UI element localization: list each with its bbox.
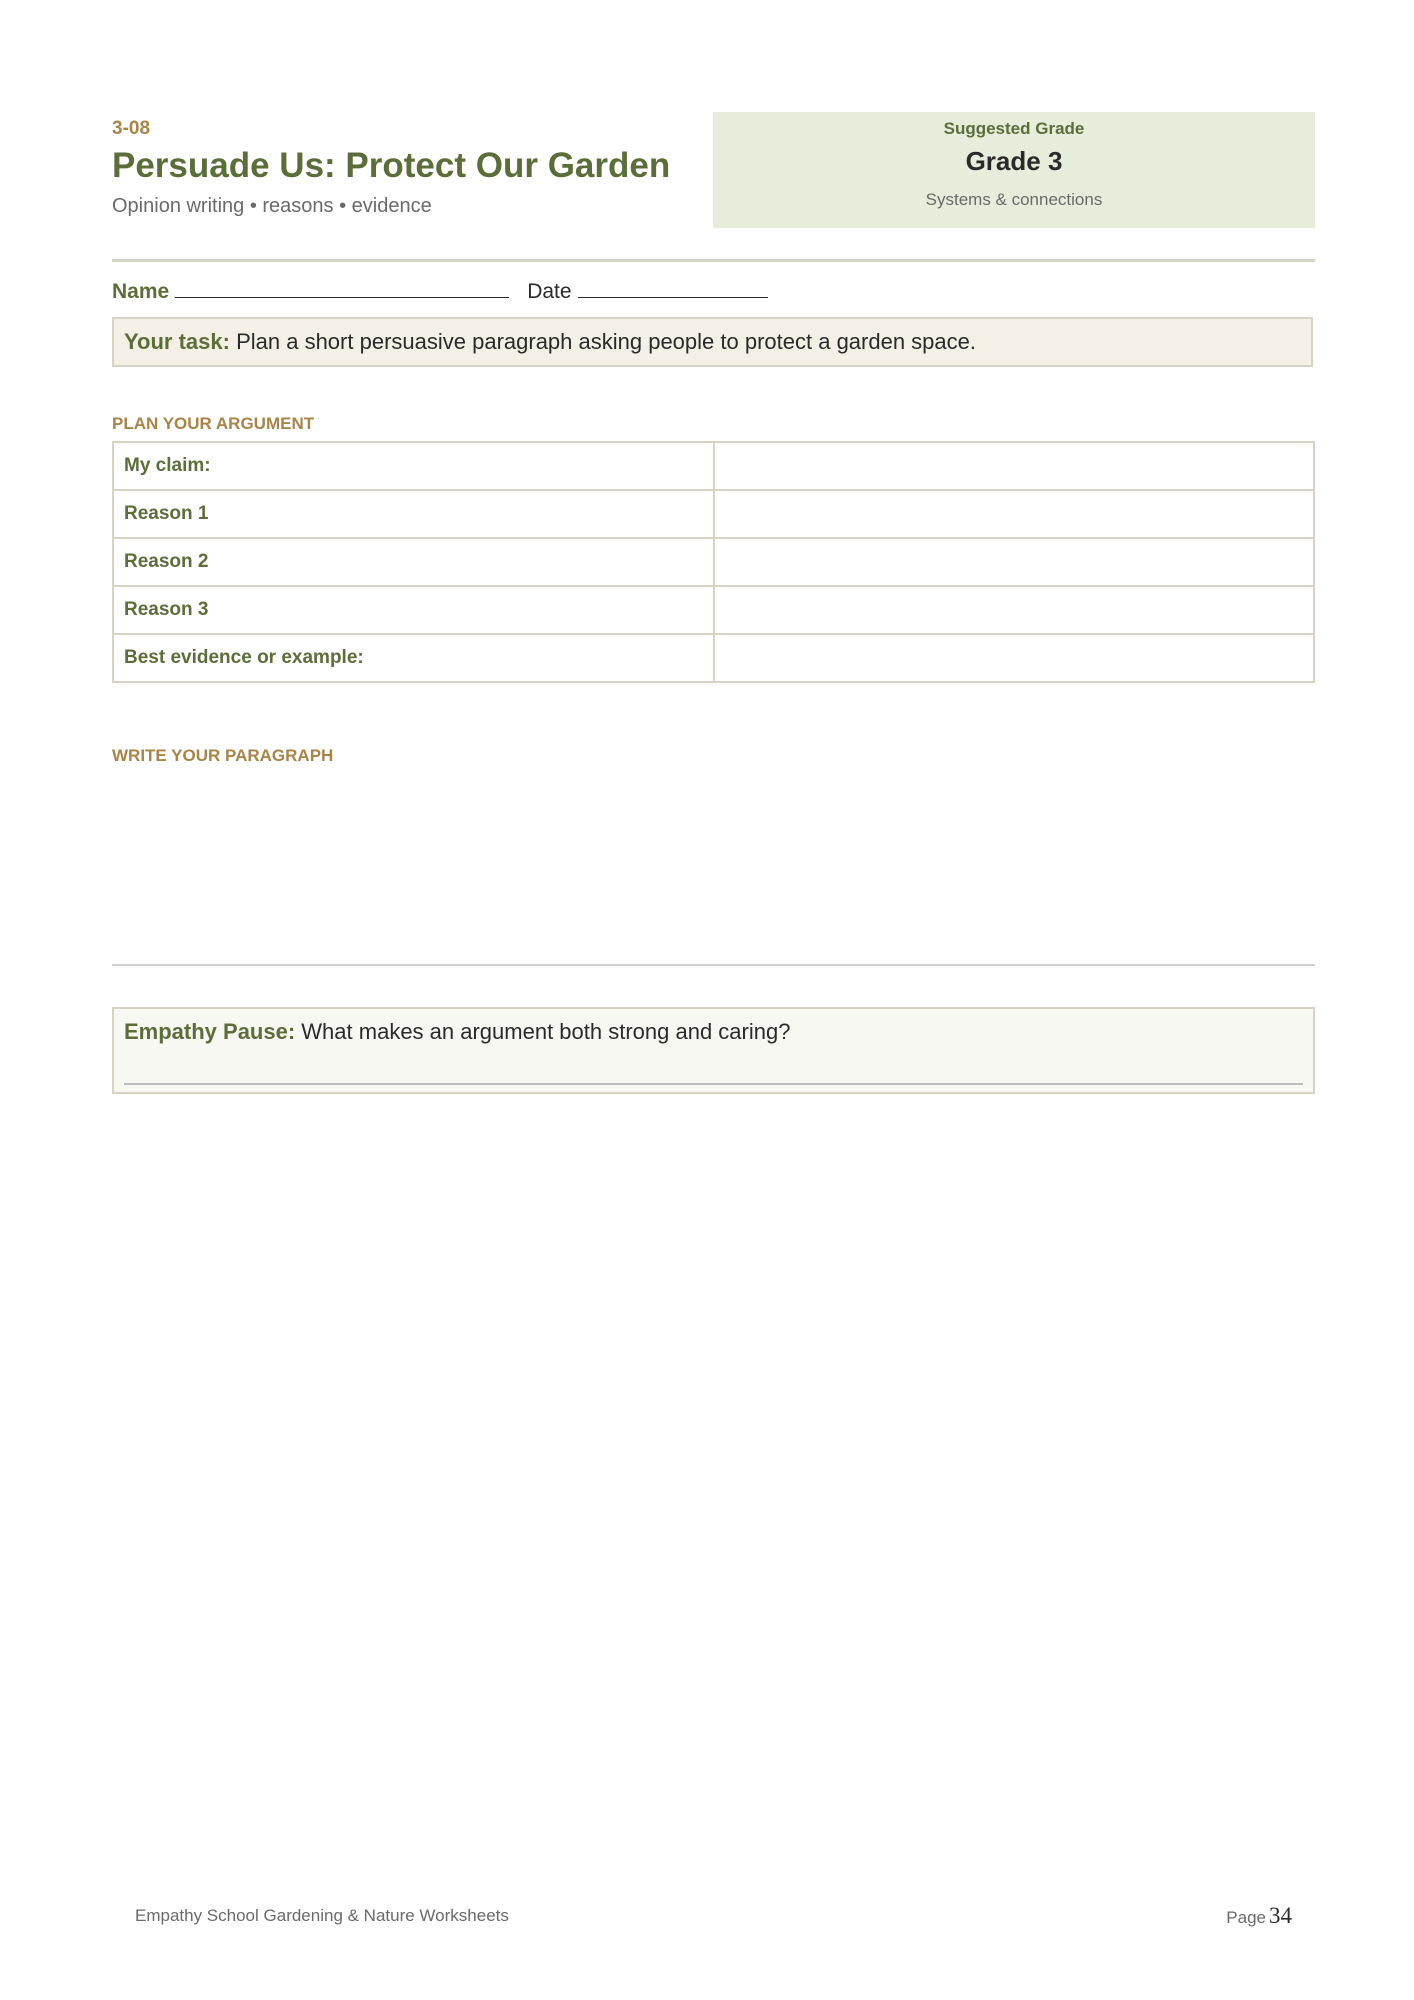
table-row (113, 538, 1314, 586)
student-info-row (112, 279, 768, 304)
page-title: Persuade Us: Protect Our Garden (112, 146, 671, 185)
suggested-grade-box (713, 112, 1315, 228)
worksheet-page (112, 0, 1315, 2000)
date-field[interactable] (578, 279, 768, 298)
plan-answer-field[interactable] (714, 634, 1314, 682)
task-box (112, 317, 1313, 367)
plan-row-label: Reason 3 (113, 586, 714, 634)
plan-answer-field[interactable] (714, 442, 1314, 490)
plan-section-heading: PLAN YOUR ARGUMENT (112, 414, 315, 433)
page-subtitle: Opinion writing • reasons • evidence (112, 195, 432, 217)
grade-topic: Systems & connections (925, 190, 1103, 209)
table-row (113, 490, 1314, 538)
task-text: Plan a short persuasive paragraph asking people to protect a garden space. (236, 329, 976, 354)
date-label: Date (527, 280, 572, 303)
footer-publication: Empathy School Gardening & Nature Worksheets (135, 1906, 509, 1925)
footer-page (1226, 1903, 1292, 1929)
page-word: Page (1226, 1908, 1266, 1927)
page-number: 34 (1269, 1903, 1292, 1928)
plan-answer-field[interactable] (714, 490, 1314, 538)
grade-label: Suggested Grade (943, 119, 1085, 138)
task-label: Your task: (124, 329, 230, 354)
name-label: Name (112, 280, 170, 303)
empathy-question: What makes an argument both strong and caring? (301, 1019, 791, 1044)
empathy-prompt (124, 1019, 790, 1045)
table-row (113, 586, 1314, 634)
plan-row-label: My claim: (113, 442, 714, 490)
plan-row-label: Reason 2 (113, 538, 714, 586)
empathy-pause-box (112, 1007, 1315, 1094)
grade-value: Grade 3 (965, 146, 1063, 176)
empathy-label: Empathy Pause: (124, 1019, 296, 1044)
paragraph-writing-area[interactable] (112, 780, 1315, 964)
table-row (113, 442, 1314, 490)
write-section-heading: WRITE YOUR PARAGRAPH (112, 746, 334, 765)
plan-table (112, 441, 1315, 683)
empathy-answer-line[interactable] (124, 1083, 1303, 1085)
plan-row-label: Reason 1 (113, 490, 714, 538)
worksheet-header (112, 112, 1315, 228)
header-divider (112, 259, 1315, 262)
name-field[interactable] (175, 279, 509, 298)
plan-answer-field[interactable] (714, 538, 1314, 586)
table-row (113, 634, 1314, 682)
paragraph-writing-line (112, 964, 1315, 966)
plan-row-label: Best evidence or example: (113, 634, 714, 682)
worksheet-code: 3-08 (112, 118, 151, 139)
plan-answer-field[interactable] (714, 586, 1314, 634)
